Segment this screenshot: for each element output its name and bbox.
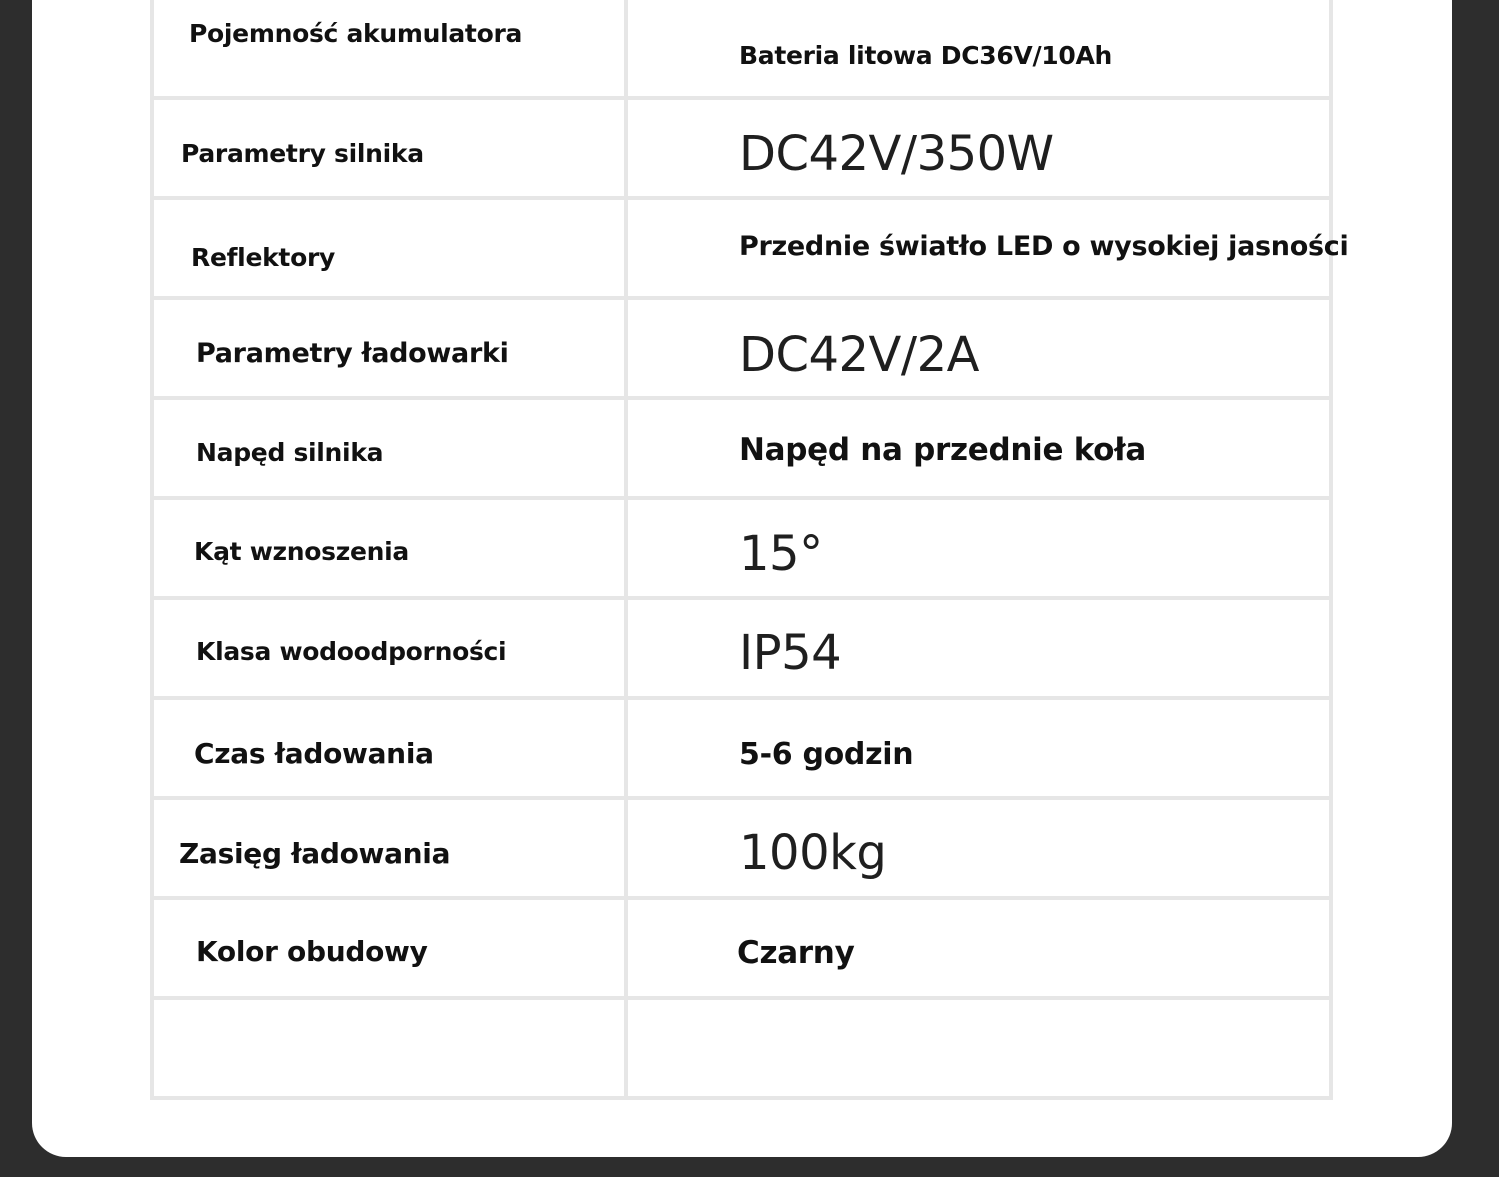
table-row xyxy=(150,400,1333,500)
spec-value: Napęd na przednie koła xyxy=(739,432,1146,468)
spec-label: Zasięg ładowania xyxy=(179,837,451,870)
spec-label: Czas ładowania xyxy=(194,737,434,770)
spec-label: Napęd silnika xyxy=(196,438,384,467)
spec-value: Czarny xyxy=(737,935,855,971)
spec-label: Pojemność akumulatora xyxy=(189,19,523,48)
table-row xyxy=(150,200,1349,300)
spec-value: DC42V/350W xyxy=(739,126,1054,182)
table-row xyxy=(150,0,1333,100)
spec-value: Przednie światło LED o wysokiej jasności xyxy=(739,231,1349,262)
spec-value: 5-6 godzin xyxy=(739,737,914,772)
table-row xyxy=(150,500,1333,600)
table-row xyxy=(150,700,1333,800)
spec-label: Parametry ładowarki xyxy=(196,338,509,369)
spec-label: Parametry silnika xyxy=(181,139,424,168)
spec-label: Reflektory xyxy=(191,243,335,272)
spec-value: IP54 xyxy=(739,625,842,681)
spec-label: Klasa wodoodporności xyxy=(196,637,507,666)
table-row xyxy=(150,900,1333,1000)
spec-value: DC42V/2A xyxy=(739,327,979,383)
spec-label: Kąt wznoszenia xyxy=(194,537,409,566)
spec-label: Kolor obudowy xyxy=(196,935,428,968)
spec-value: 100kg xyxy=(739,825,887,881)
spec-value: Bateria litowa DC36V/10Ah xyxy=(739,41,1113,70)
table-row xyxy=(150,300,1333,400)
spec-value: 15° xyxy=(739,526,823,582)
table-row xyxy=(150,600,1333,700)
table-row-empty xyxy=(150,1000,1333,1100)
table-row xyxy=(150,100,1333,200)
table-row xyxy=(150,800,1333,900)
